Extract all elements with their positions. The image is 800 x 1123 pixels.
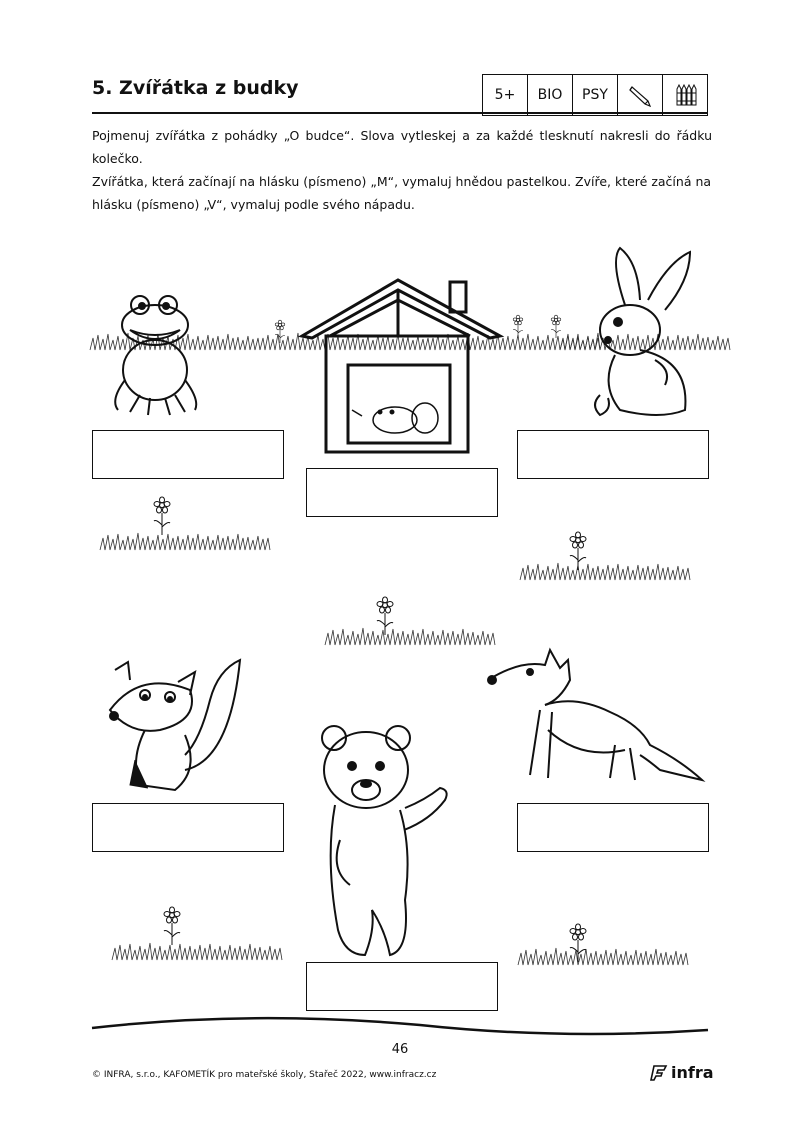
instructions-line-3: hlásku (písmeno) „V“, vymaluj podle svého nápadu. (92, 197, 415, 212)
fox-drawing (110, 660, 240, 790)
answer-box-fox[interactable] (92, 803, 284, 852)
instructions-line-2: Zvířátka, která začínají na hlásku (písmeno) „M“, vymaluj hnědou pastelkou. Zvíře, které začíná na (92, 174, 712, 189)
page-title: 5. Zvířátka z budky (92, 77, 299, 99)
answer-box-hare[interactable] (517, 430, 709, 479)
instructions-line-1: Pojmenuj zvířátka z pohádky „O budce“. Slova vytleskej a za každé tlesknutí nakresli do řádku kolečko. (92, 128, 712, 166)
bio-tag: BIO (528, 75, 573, 115)
wolf-drawing (488, 650, 702, 780)
answer-box-mouse[interactable] (306, 468, 498, 517)
page-number: 46 (391, 1042, 409, 1057)
hare-drawing (595, 248, 690, 415)
footer-copyright: © INFRA, s.r.o., KAFOMETÍK pro mateřské školy, Stařeč 2022, www.infracz.cz (92, 1070, 437, 1080)
bottom-wave (92, 1018, 708, 1034)
frog-drawing (115, 296, 196, 415)
bear-drawing (322, 726, 447, 955)
house-drawing (302, 280, 500, 452)
answer-box-frog[interactable] (92, 430, 284, 479)
infra-logo (650, 1063, 714, 1082)
psy-tag: PSY (573, 75, 618, 115)
infra-logo-icon (650, 1064, 668, 1082)
answer-box-bear[interactable] (306, 962, 498, 1011)
age-tag: 5+ (483, 75, 528, 115)
answer-box-wolf[interactable] (517, 803, 709, 852)
logo-text: infra (671, 1063, 714, 1082)
